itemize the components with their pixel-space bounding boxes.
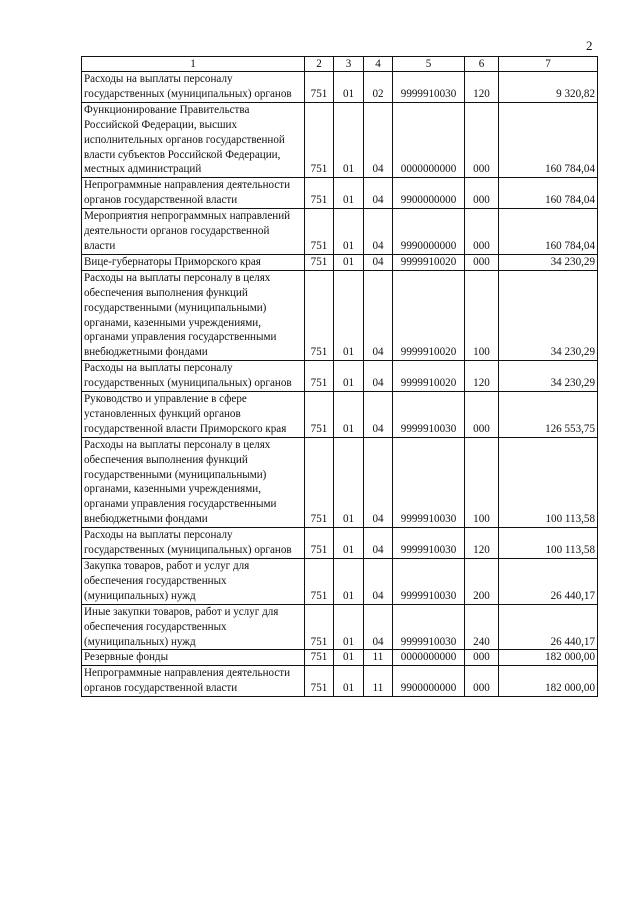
row-amount-cell: 100 113,58 xyxy=(499,528,598,559)
row-admin-code-cell: 751 xyxy=(305,559,334,605)
row-target-item-cell: 9999910020 xyxy=(393,254,465,270)
header-col-5: 5 xyxy=(393,57,465,72)
row-subsection-cell: 11 xyxy=(364,666,393,697)
row-amount-cell: 160 784,04 xyxy=(499,178,598,209)
row-admin-code-cell: 751 xyxy=(305,254,334,270)
row-expense-type-cell: 000 xyxy=(465,102,499,178)
row-section-cell: 01 xyxy=(334,72,364,103)
row-expense-type-cell: 000 xyxy=(465,392,499,438)
row-subsection-cell: 04 xyxy=(364,254,393,270)
row-expense-type-cell: 000 xyxy=(465,209,499,255)
row-admin-code-cell: 751 xyxy=(305,528,334,559)
row-expense-type-cell: 100 xyxy=(465,270,499,360)
row-admin-code-cell: 751 xyxy=(305,604,334,650)
header-col-3: 3 xyxy=(334,57,364,72)
row-target-item-cell: 9999910030 xyxy=(393,392,465,438)
row-section-cell: 01 xyxy=(334,209,364,255)
row-amount-cell: 126 553,75 xyxy=(499,392,598,438)
row-target-item-cell: 9999910030 xyxy=(393,72,465,103)
row-expense-type-cell: 000 xyxy=(465,254,499,270)
row-subsection-cell: 02 xyxy=(364,72,393,103)
table-row xyxy=(82,72,598,103)
table-row xyxy=(82,604,598,650)
row-section-cell: 01 xyxy=(334,270,364,360)
row-admin-code-cell: 751 xyxy=(305,666,334,697)
row-target-item-cell: 9999910030 xyxy=(393,559,465,605)
row-target-item-cell: 9999910020 xyxy=(393,361,465,392)
row-amount-cell: 26 440,17 xyxy=(499,559,598,605)
row-section-cell: 01 xyxy=(334,178,364,209)
table-row xyxy=(82,361,598,392)
table-row xyxy=(82,437,598,527)
row-name-cell: Руководство и управление в сфере установленных функций органов государственной власти Приморского края xyxy=(82,392,305,438)
row-amount-cell: 26 440,17 xyxy=(499,604,598,650)
row-target-item-cell: 9999910030 xyxy=(393,437,465,527)
row-target-item-cell: 9999910020 xyxy=(393,270,465,360)
row-admin-code-cell: 751 xyxy=(305,270,334,360)
row-admin-code-cell: 751 xyxy=(305,102,334,178)
budget-table xyxy=(81,56,598,697)
table-row xyxy=(82,254,598,270)
row-name-cell: Резервные фонды xyxy=(82,650,305,666)
row-admin-code-cell: 751 xyxy=(305,437,334,527)
row-section-cell: 01 xyxy=(334,559,364,605)
row-subsection-cell: 04 xyxy=(364,392,393,438)
row-amount-cell: 182 000,00 xyxy=(499,650,598,666)
row-name-cell: Расходы на выплаты персоналу государственных (муниципальных) органов xyxy=(82,361,305,392)
row-amount-cell: 100 113,58 xyxy=(499,437,598,527)
row-section-cell: 01 xyxy=(334,437,364,527)
row-section-cell: 01 xyxy=(334,666,364,697)
row-amount-cell: 182 000,00 xyxy=(499,666,598,697)
row-admin-code-cell: 751 xyxy=(305,178,334,209)
row-expense-type-cell: 200 xyxy=(465,559,499,605)
header-col-2: 2 xyxy=(305,57,334,72)
page-number: 2 xyxy=(586,38,593,53)
row-amount-cell: 34 230,29 xyxy=(499,254,598,270)
table-body xyxy=(82,72,598,697)
table-row xyxy=(82,102,598,178)
row-admin-code-cell: 751 xyxy=(305,650,334,666)
row-expense-type-cell: 000 xyxy=(465,666,499,697)
table-row xyxy=(82,666,598,697)
row-section-cell: 01 xyxy=(334,254,364,270)
row-subsection-cell: 04 xyxy=(364,361,393,392)
row-subsection-cell: 04 xyxy=(364,559,393,605)
row-expense-type-cell: 240 xyxy=(465,604,499,650)
row-name-cell: Вице-губернаторы Приморского края xyxy=(82,254,305,270)
row-subsection-cell: 04 xyxy=(364,604,393,650)
header-col-4: 4 xyxy=(364,57,393,72)
row-section-cell: 01 xyxy=(334,361,364,392)
header-col-6: 6 xyxy=(465,57,499,72)
row-target-item-cell: 9990000000 xyxy=(393,209,465,255)
row-target-item-cell: 9900000000 xyxy=(393,178,465,209)
row-subsection-cell: 04 xyxy=(364,209,393,255)
row-section-cell: 01 xyxy=(334,604,364,650)
row-name-cell: Расходы на выплаты персоналу в целях обеспечения выполнения функций государственными (муниципальными) органами, казенными учреждениями, органами управления государственными внебюджетными фондами xyxy=(82,270,305,360)
row-subsection-cell: 04 xyxy=(364,528,393,559)
table-row xyxy=(82,528,598,559)
row-expense-type-cell: 100 xyxy=(465,437,499,527)
row-section-cell: 01 xyxy=(334,102,364,178)
row-name-cell: Мероприятия непрограммных направлений деятельности органов государственной власти xyxy=(82,209,305,255)
row-name-cell: Закупка товаров, работ и услуг для обеспечения государственных (муниципальных) нужд xyxy=(82,559,305,605)
row-subsection-cell: 04 xyxy=(364,178,393,209)
row-name-cell: Непрограммные направления деятельности органов государственной власти xyxy=(82,666,305,697)
table-row xyxy=(82,559,598,605)
row-amount-cell: 34 230,29 xyxy=(499,361,598,392)
header-col-7: 7 xyxy=(499,57,598,72)
header-col-1: 1 xyxy=(82,57,305,72)
row-expense-type-cell: 000 xyxy=(465,650,499,666)
table-row xyxy=(82,270,598,360)
row-admin-code-cell: 751 xyxy=(305,361,334,392)
row-target-item-cell: 9900000000 xyxy=(393,666,465,697)
row-subsection-cell: 04 xyxy=(364,102,393,178)
row-expense-type-cell: 120 xyxy=(465,528,499,559)
row-amount-cell: 9 320,82 xyxy=(499,72,598,103)
row-target-item-cell: 0000000000 xyxy=(393,102,465,178)
table-row xyxy=(82,178,598,209)
row-name-cell: Расходы на выплаты персоналу государственных (муниципальных) органов xyxy=(82,528,305,559)
row-subsection-cell: 04 xyxy=(364,270,393,360)
row-name-cell: Функционирование Правительства Российской Федерации, высших исполнительных органов государственной власти субъектов Российской Федерации, местных администраций xyxy=(82,102,305,178)
row-expense-type-cell: 000 xyxy=(465,178,499,209)
row-name-cell: Расходы на выплаты персоналу государственных (муниципальных) органов xyxy=(82,72,305,103)
row-name-cell: Непрограммные направления деятельности органов государственной власти xyxy=(82,178,305,209)
row-expense-type-cell: 120 xyxy=(465,72,499,103)
row-expense-type-cell: 120 xyxy=(465,361,499,392)
row-amount-cell: 160 784,04 xyxy=(499,102,598,178)
table-row xyxy=(82,392,598,438)
row-admin-code-cell: 751 xyxy=(305,72,334,103)
row-section-cell: 01 xyxy=(334,650,364,666)
row-section-cell: 01 xyxy=(334,392,364,438)
row-section-cell: 01 xyxy=(334,528,364,559)
row-admin-code-cell: 751 xyxy=(305,392,334,438)
table-row xyxy=(82,209,598,255)
row-target-item-cell: 9999910030 xyxy=(393,528,465,559)
row-amount-cell: 160 784,04 xyxy=(499,209,598,255)
header-row xyxy=(82,57,598,72)
table-row xyxy=(82,650,598,666)
row-name-cell: Расходы на выплаты персоналу в целях обеспечения выполнения функций государственными (муниципальными) органами, казенными учреждениями, органами управления государственными внебюджетными фондами xyxy=(82,437,305,527)
row-amount-cell: 34 230,29 xyxy=(499,270,598,360)
row-target-item-cell: 9999910030 xyxy=(393,604,465,650)
row-subsection-cell: 04 xyxy=(364,437,393,527)
row-target-item-cell: 0000000000 xyxy=(393,650,465,666)
row-admin-code-cell: 751 xyxy=(305,209,334,255)
row-name-cell: Иные закупки товаров, работ и услуг для обеспечения государственных (муниципальных) нужд xyxy=(82,604,305,650)
row-subsection-cell: 11 xyxy=(364,650,393,666)
